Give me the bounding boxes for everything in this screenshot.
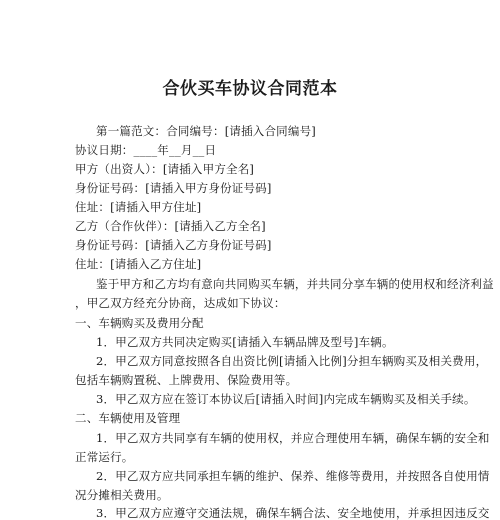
doc-line-party-b-name: 乙方（合作伙伴）：[请插入乙方全名] — [75, 219, 266, 233]
doc-line-contract-number: 第一篇范文：合同编号：[请插入合同编号] — [96, 124, 316, 138]
doc-line-section-1-item-2a: 2．甲乙双方同意按照各自出资比例[请插入比例]分担车辆购买及相关费用， — [96, 354, 488, 368]
doc-line-party-b-address: 住址：[请插入乙方住址] — [75, 257, 202, 271]
doc-line-party-b-id: 身份证号码：[请插入乙方身份证号码] — [75, 238, 272, 252]
doc-line-section-1-heading: 一、车辆购买及费用分配 — [75, 316, 204, 330]
doc-line-section-2-item-1b: 正常运行。 — [75, 450, 134, 464]
doc-line-agreement-date: 协议日期：____年__月__日 — [75, 143, 217, 157]
document-title: 合伙买车协议合同范本 — [162, 79, 338, 99]
doc-line-party-a-id: 身份证号码：[请插入甲方身份证号码] — [75, 181, 272, 195]
doc-line-section-2-item-2b: 况分摊相关费用。 — [75, 488, 169, 502]
doc-line-section-1-item-1: 1．甲乙双方共同决定购买[请插入车辆品牌及型号]车辆。 — [96, 335, 394, 349]
doc-line-section-2-item-3: 3．甲乙双方应遵守交通法规，确保车辆合法、安全地使用，并承担因违反交 — [96, 506, 490, 520]
doc-line-party-a-address: 住址：[请插入甲方住址] — [75, 200, 202, 214]
doc-line-party-a-name: 甲方（出资人）：[请插入甲方全名] — [75, 162, 255, 176]
doc-line-preamble-1: 鉴于甲方和乙方均有意向共同购买车辆，并共同分享车辆的使用权和经济利益 — [96, 277, 494, 291]
doc-line-section-2-item-1a: 1．甲乙双方共同享有车辆的使用权，并应合理使用车辆，确保车辆的安全和 — [96, 431, 490, 445]
doc-line-section-1-item-3: 3．甲乙双方应在签订本协议后[请插入时间]内完成车辆购买及相关手续。 — [96, 392, 476, 406]
doc-line-preamble-2: ，甲乙双方经充分协商，达成如下协议： — [75, 296, 286, 310]
doc-line-section-2-item-2a: 2．甲乙双方应共同承担车辆的维护、保养、维修等费用，并按照各自使用情 — [96, 469, 490, 483]
doc-line-section-1-item-2b: 包括车辆购置税、上牌费用、保险费用等。 — [75, 373, 298, 387]
doc-line-section-2-heading: 二、车辆使用及管理 — [75, 411, 181, 425]
